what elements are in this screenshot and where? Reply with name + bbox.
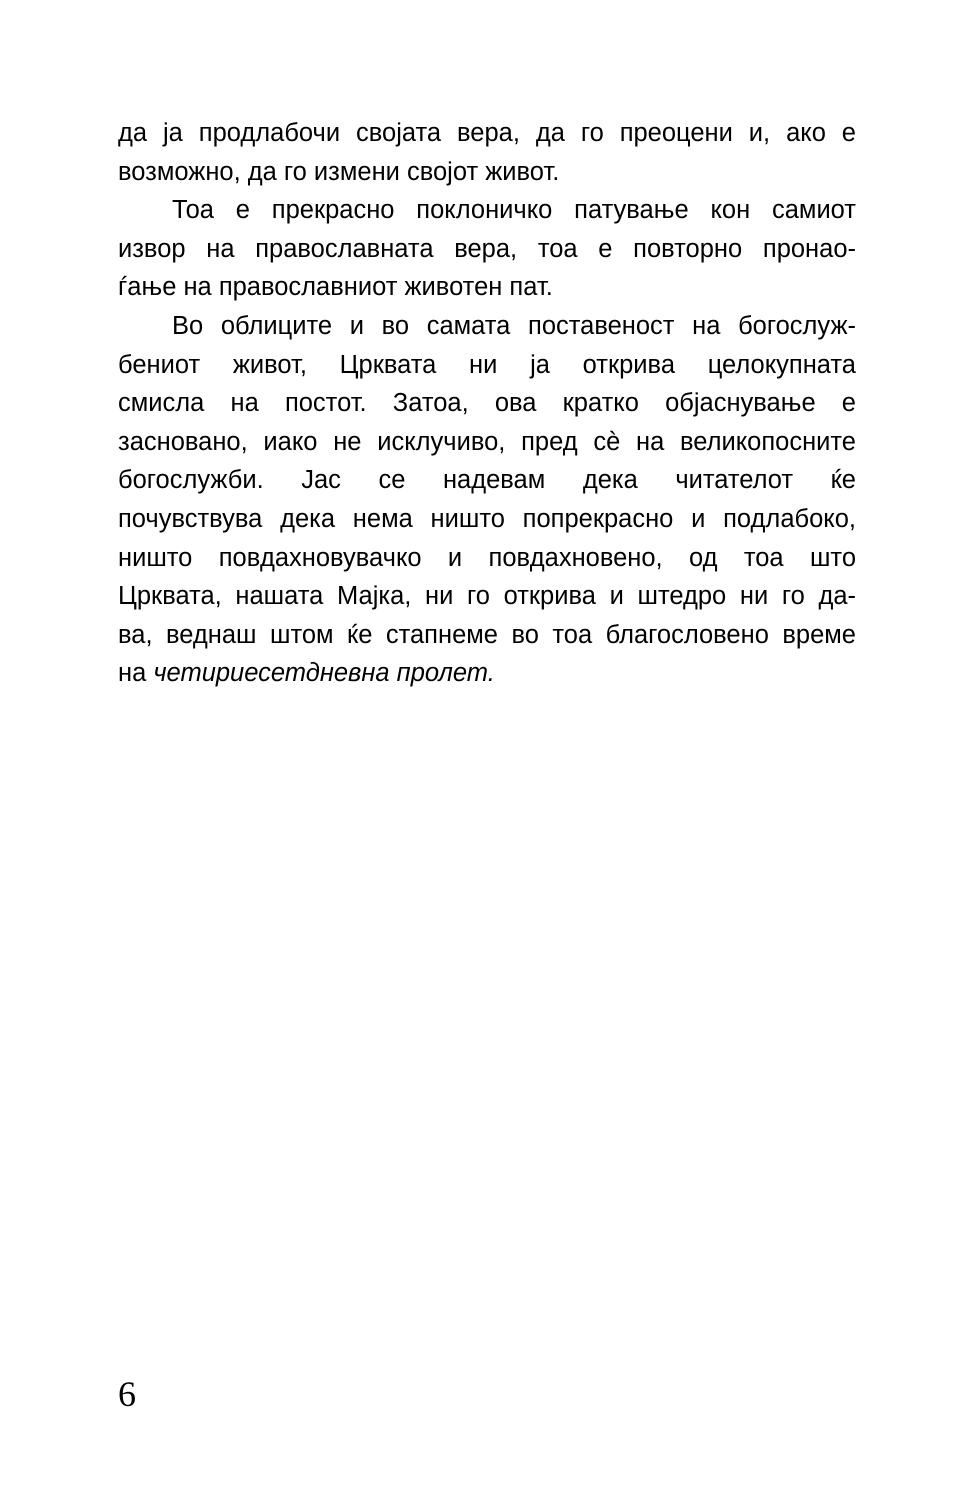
text-line: возможно, да го измени својот живот. <box>118 157 560 186</box>
text-line: ва, веднаш штом ќе стапнеме во тоа благословено време <box>118 620 856 649</box>
text-regular: на <box>118 659 154 688</box>
text-line <box>118 654 856 693</box>
text-line: бениот живот, Црквата ни ја открива целокупната <box>118 350 856 379</box>
text-line: почувствува дека нема ништо попрекрасно и подлабоко, <box>118 504 856 533</box>
text-line: Црквата, нашата Мајка, ни го открива и штедро ни го да- <box>118 582 856 611</box>
text-line: да ја продлабочи својата вера, да го преоцени и, ако е <box>118 119 856 147</box>
body-text <box>118 114 856 693</box>
page-number: 6 <box>118 1374 136 1414</box>
text-line: извор на православната вера, тоа е повторно пронао- <box>118 234 856 263</box>
paragraph <box>118 191 856 307</box>
text-line: богослужби. Јас се надевам дека читателот ќе <box>118 466 856 495</box>
paragraph <box>118 307 856 693</box>
emphasis-italic: четириесетдневна пролет. <box>153 659 495 688</box>
text-line: смисла на постот. Затоа, ова кратко објаснување е <box>118 389 856 418</box>
text-line: ѓање на православниот животен пат. <box>118 273 553 302</box>
text-line: ништо повдахновувачко и повдахновено, од тоа што <box>118 543 856 572</box>
paragraph <box>118 114 856 191</box>
text-line: засновано, иако не исклучиво, пред сѐ на великопосните <box>118 427 856 456</box>
text-line: Во облиците и во самата поставеност на богослуж- <box>172 311 856 340</box>
text-line: Тоа е прекрасно поклоничко патување кон самиот <box>172 196 856 225</box>
